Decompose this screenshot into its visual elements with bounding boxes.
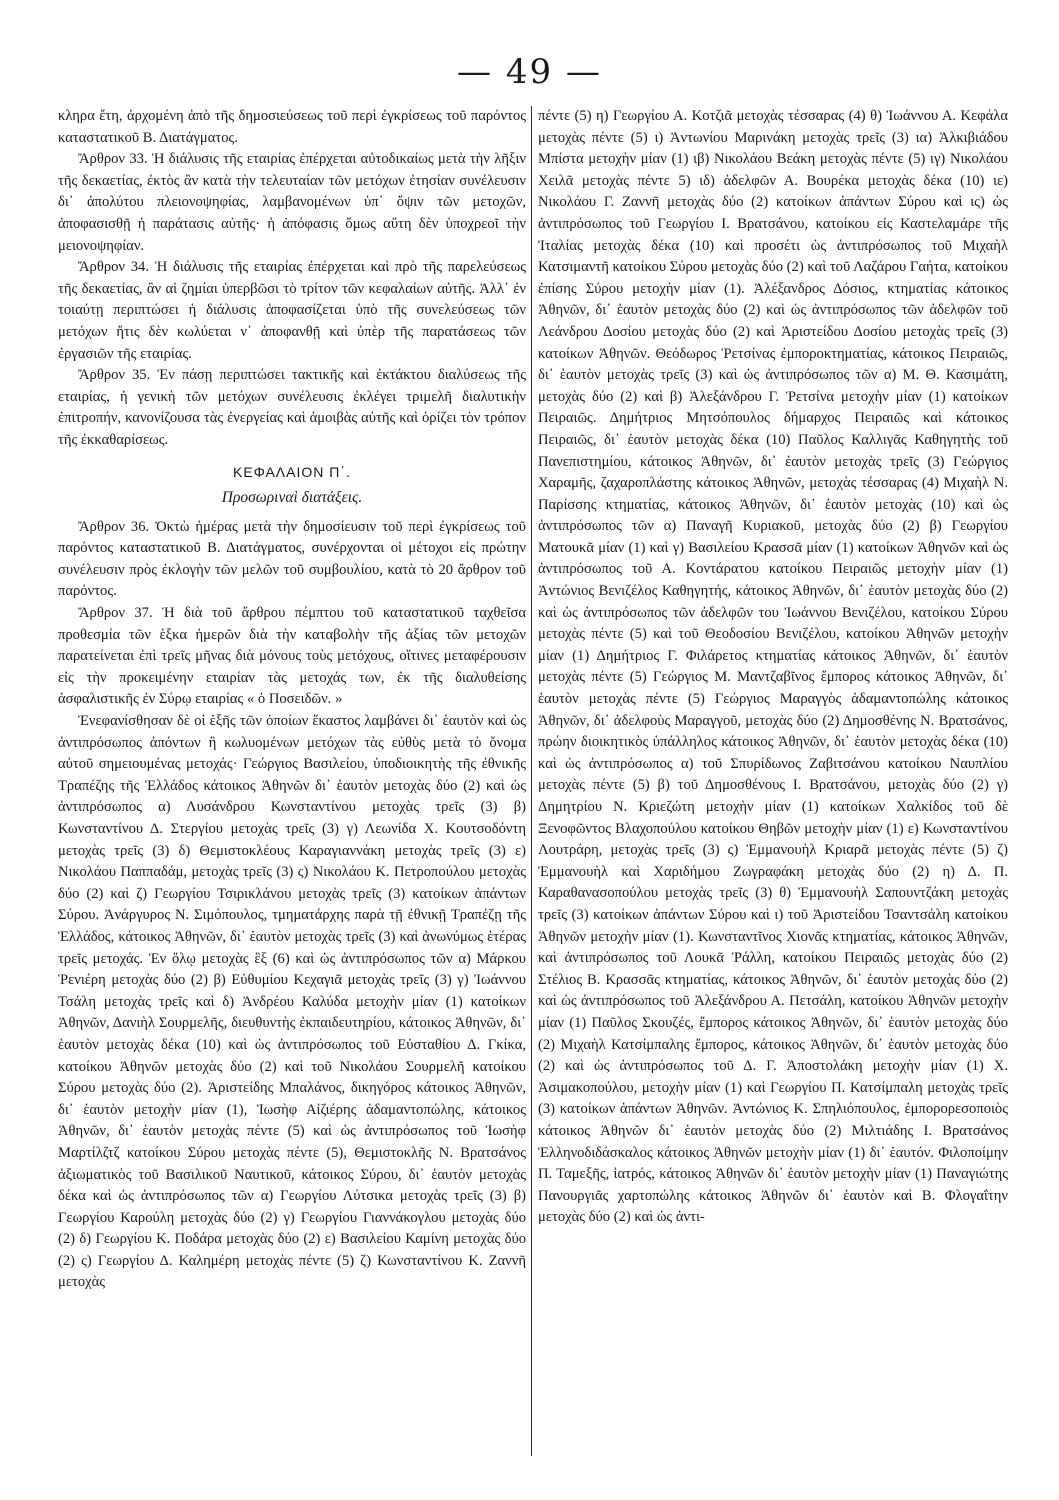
article-37 (58, 603, 526, 711)
article-36 (58, 517, 526, 603)
article-33-text: Ἡ διάλυσις τῆς εταιρίας ἐπέρχεται αὐτοδικαίως μετὰ τὴν λῆξιν τῆς δεκαετίας, ἐκτὸς ἂν κατὰ τὴν τελευταίαν τῶν μετόχων ἐτησίαν συνέλευσιν δι᾽ ἀπολύτου πλειονοψηφίας, λαμβανομένων ὑπ᾽ ὄψιν τῶν μετοχῶν, ἀποφασισθῇ ἡ παράτασις αὐτῆς· ἡ ἀπόφασις ὅμως αὕτη δὲν ὑποχρεοῖ τὴν μειονοψηφίαν. (58, 151, 526, 254)
article-36-text: Ὀκτὼ ἡμέρας μετὰ τὴν δημοσίευσιν τοῦ περὶ ἐγκρίσεως τοῦ παρόντος καταστατικοῦ Β. Διατάγματος, συνέρχονται οἱ μέτοχοι εἰς πρώτην συνέλευσιν πρὸς ἐκλογὴν τῶν μελῶν τοῦ συμβουλίου, κατὰ τὸ 20 ἄρθρον τοῦ παρόντος. (58, 518, 526, 600)
shareholders-list-paragraph: Ἐνεφανίσθησαν δὲ οἱ ἑξῆς τῶν ὁποίων ἕκαστος λαμβάνει δι᾽ ἑαυτὸν καὶ ὡς ἀντιπρόσωπος ἀπόντων ἢ κωλυομένων μετόχων τὰς εὐθὺς μετὰ τὸ ὄνομα αὐτοῦ σημειουμένας μετοχάς· Γεώργιος Βασιλείου, ὑποδιοικητὴς τῆς ἐθνικῆς Τραπέζης τῆς Ἑλλάδος κάτοικος Ἀθηνῶν δι᾽ ἑαυτὸν μετοχὰς δύο (2) καὶ ὡς ἀντιπρόσωπος α) Λυσάνδρου Κωνσταντίνου μετοχὰς τρεῖς (3) β) Κωνσταντίνου Δ. Στεργίου μετοχὰς τρεῖς (3) γ) Λεωνίδα Χ. Κουτσοδόντη μετοχὰς τρεῖς (3) δ) Θεμιστοκλέους Καραγιαννάκη μετοχὰς τρεῖς (3) ε) Νικολάου Παππαδάμ, μετοχὰς τρεῖς (3) ς) Νικολάου Κ. Πετροπούλου μετοχὰς δύο (2) καὶ ζ) Γεωργίου Τσιρικλάνου μετοχὰς τρεῖς (3) κατοίκων ἁπάντων Σύρου. Ἀνάργυρος Ν. Σιμόπουλος, τμηματάρχης παρὰ τῇ ἐθνικῇ Τραπέζῃ τῆς Ἑλλάδος, κάτοικος Ἀθηνῶν, δι᾽ ἑαυτὸν μετοχὰς τρεῖς (3) καὶ ἀνωνύμως ἑτέρας τρεῖς μετοχάς. Ἐν ὅλῳ μετοχὰς ἓξ (6) καὶ ὡς ἀντιπρόσωπος τῶν α) Μάρκου Ῥενιέρη μετοχὰς δύο (2) β) Εὐθυμίου Κεχαγιᾶ μετοχὰς τρεῖς (3) γ) Ἰωάννου Τσάλη μετοχὰς τρεῖς καὶ δ) Ἀνδρέου Καλύδα μετοχὴν μίαν (1) κατοίκων Ἀθηνῶν, Δανιὴλ Σουρμελῆς, διευθυντὴς ἐκπαιδευτηρίου, κάτοικος Ἀθηνῶν, δι᾽ ἑαυτὸν μετοχὰς δέκα (10) καὶ ὡς ἀντιπρόσωπος τοῦ Εὐσταθίου Δ. Γκίκα, κατοίκου Ἀθηνῶν μετοχὰς δύο (2) καὶ τοῦ Νικολάου Σουρμελῆ κατοίκου Σύρου μετοχὰς δύο (2). Ἀριστείδης Μπαλάνος, δικηγόρος κάτοικος Ἀθηνῶν, δι᾽ ἑαυτὸν μετοχὴν μίαν (1), Ἰωσὴφ Αἰζιέρης ἀδαμαντοπώλης, κάτοικος Ἀθηνῶν, δι᾽ ἑαυτὸν μετοχὰς πέντε (5) καὶ ὡς ἀντιπρόσωπος τοῦ Ἰωσὴφ Μαρτίλζτζ κατοίκου Σύρου μετοχὰς πέντε (5), Θεμιστοκλῆς Ν. Βρατσάνος ἀξιωματικὸς τοῦ Βασιλικοῦ Ναυτικοῦ, κάτοικος Σύρου, δι᾽ ἑαυτὸν μετοχὰς δέκα καὶ ὡς ἀντιπρόσωπος τῶν α) Γεωργίου Λύτσικα μετοχὰς τρεῖς (3) β) Γεωργίου Καρούλη μετοχὰς δύο (2) γ) Γεωργίου Γιαννάκογλου μετοχὰς δύο (2) δ) Γεωργίου Κ. Ποδάρα μετοχὰς δύο (2) ε) Βασιλείου Καμίνη μετοχὰς δύο (2) ς) Γεωργίου Δ. Καλημέρη μετοχὰς πέντε (5) ζ) Κωνσταντίνου Κ. Ζαννῆ μετοχὰς (58, 713, 526, 1291)
column-divider (531, 106, 532, 1456)
paragraph-continuation: κληρα ἔτη, ἀρχομένη ἀπὸ τῆς δημοσιεύσεως τοῦ περὶ ἐγκρίσεως τοῦ παρόντος καταστατικοῦ Β. Διατάγματος. (58, 108, 526, 146)
article-36-label: Ἄρθρον 36. (78, 518, 150, 535)
article-34-label: Ἄρθρον 34. (78, 259, 149, 276)
article-37-label: Ἄρθρον 37. (78, 605, 153, 622)
chapter-subheading: Προσωριναὶ διατάξεις. (221, 489, 363, 507)
article-35-text: Ἐν πάσῃ περιπτώσει τακτικῆς καὶ ἐκτάκτου διαλύσεως τῆς εταιρίας, ἡ γενικὴ τῶν μετόχων συνέλευσις ἐκλέγει τριμελῆ διαλυτικὴν ἐπιτροπήν, κανονίζουσα τὰς ἐνεργείας καὶ ἀμοιβὰς αὐτῆς καὶ ὁρίζει τὸν τρόπον τῆς ἐκκαθαρίσεως. (58, 367, 526, 448)
chapter-heading: ΚΕΦΑΛΑΙΟΝ Π΄. (233, 463, 351, 480)
left-column (58, 106, 526, 1466)
article-37-text: Ἡ διὰ τοῦ ἄρθρου πέμπτου τοῦ καταστατικοῦ ταχθεῖσα προθεσμία τῶν ἑξκα ἡμερῶν διὰ τὴν καταβολὴν τῆς ἀξίας τῶν μετοχῶν παρατείνεται ἐπὶ τρεῖς μῆνας διὰ μόνους τοὺς μετόχους, οἵτινες μεταφέρουσιν εἰς τὴν προκειμένην εταιρίαν τὰς μετοχάς των, ἐκ τῆς διαλυθείσης ἀσφαλιστικῆς ἐν Σύρῳ εταιρίας « ὁ Ποσειδῶν. » (58, 605, 526, 708)
right-column (538, 106, 1008, 1466)
article-34-text: Ἡ διάλυσις τῆς εταιρίας ἐπέρχεται καὶ πρὸ τῆς παρελεύσεως τῆς δεκαετίας, ἂν αἱ ζημίαι ὑπερβῶσι τὸ τρίτον τῶν κεφαλαίων αὐτῆς. Ἀλλ᾽ ἐν τοιαύτῃ περιπτώσει ἡ διάλυσις ἀποφασίζεται ὑπὸ τῆς συνελεύσεως τῶν μετόχων ἥτις δὲν κωλύεται ν᾽ ἀποφανθῇ καὶ ὑπὲρ τῆς παρατάσεως τῶν ἐργασιῶν τῆς εταιρίας. (58, 259, 526, 362)
article-35-label: Ἄρθρον 35. (78, 367, 151, 384)
article-33 (58, 149, 526, 257)
article-33-label: Ἄρθρον 33. (78, 151, 148, 168)
shareholders-list-continuation: πέντε (5) η) Γεωργίου Α. Κοτζιᾶ μετοχὰς τέσσαρας (4) θ) Ἰωάννου Α. Κεφάλα μετοχὰς πέντε (5) ι) Ἀντωνίου Μαρινάκη μετοχὰς τρεῖς (3) ια) Ἀλκιβιάδου Μπίστα μετοχὴν μίαν (1) ιβ) Νικολάου Βεάκη μετοχὰς πέντε (5) ιγ) Νικολάου Χειλᾶ μετοχὰς πέντε 5) ιδ) ἀδελφῶν Α. Βουρέκα μετοχὰς δέκα (10) ιε) Νικολάου Γ. Ζαννῆ μετοχὰς δύο (2) κατοίκων ἁπάντων Σύρου καὶ ις) ὡς ἀντιπρόσωπος τοῦ Γεωργίου Ι. Βρατσάνου, κατοίκου εἰς Καστελαμάρε τῆς Ἰταλίας μετοχὰς δέκα (10) καὶ προσέτι ὡς ἀντιπρόσωπος τοῦ Μιχαὴλ Κατσιμαντῆ κατοίκου Σύρου μετοχὰς δύο (2) καὶ τοῦ Λαζάρου Γαήτα, κατοίκου ἐπίσης Σύρου μετοχὴν μίαν (1). Ἀλέξανδρος Δόσιος, κτηματίας κάτοικος Ἀθηνῶν, δι᾽ ἑαυτὸν μετοχὰς δύο (2) καὶ ὡς ἀντιπρόσωπος τῶν ἀδελφῶν τοῦ Λεάνδρου Δοσίου μετοχὰς δύο (2) καὶ Ἀριστείδου Δοσίου μετοχὰς τρεῖς (3) κατοίκων Ἀθηνῶν. Θεόδωρος Ῥετσίνας ἐμποροκτηματίας, κάτοικος Πειραιῶς, δι᾽ ἑαυτὸν μετοχὰς τρεῖς (3) καὶ ὡς ἀντιπρόσωπος τῶν α) Μ. Θ. Κασιμάτη, μετοχὰς δύο (2) καὶ β) Ἀλεξάνδρου Γ. Ῥετσίνα μετοχὴν μίαν (1) κατοίκων Πειραιῶς. Δημήτριος Μητσόπουλος δήμαρχος Πειραιῶς καὶ κάτοικος Πειραιῶς, δι᾽ ἑαυτὸν μετοχὰς δέκα (10) Παῦλος Καλλιγᾶς Καθηγητὴς τοῦ Πανεπιστημίου, κάτοικος Ἀθηνῶν, δι᾽ ἑαυτὸν μετοχὰς τρεῖς (3) Γεώργιος Χαραμῆς, ζαχαροπλάστης κάτοικος Ἀθηνῶν, μετοχὰς τέσσαρας (4) Μιχαὴλ Ν. Παρίσσης κτηματίας, κάτοικος Ἀθηνῶν, δι᾽ ἑαυτὸν μετοχὰς (10) καὶ ὡς ἀντιπρόσωπος τῶν α) Παναγῆ Κυριακοῦ, μετοχὰς δύο (2) β) Γεωργίου Ματουκᾶ μίαν (1) καὶ γ) Βασιλείου Κρασσᾶ μίαν (1) κατοίκων Ἀθηνῶν καὶ ὡς ἀντιπρόσωπος τοῦ Α. Κοντάρατου κατοίκου Πειραιῶς μετοχὴν μίαν (1) Ἀντώνιος Βενιζέλος Καθηγητής, κάτοικος Ἀθηνῶν, δι᾽ ἑαυτὸν μετοχὰς δύο (2) καὶ ὡς ἀντιπρόσωπος τῶν ἀδελφῶν του Ἰωάννου Βενιζέλου, κατοίκου Σύρου μετοχὰς πέντε (5) καὶ τοῦ Θεοδοσίου Βενιζέλου, κατοίκου Ἀθηνῶν μετοχὴν μίαν (1) Δημήτριος Γ. Φιλάρετος κτηματίας κάτοικος Ἀθηνῶν, δι᾽ ἑαυτὸν μετοχὰς πέντε (5) Γεώργιος Μ. Μαντζαβῖνος ἔμπορος κάτοικος Ἀθηνῶν, δι᾽ ἑαυτὸν μετοχὰς πέντε (5) Γεώργιος Μαραγγὸς ἀδαμαντοπώλης κάτοικος Ἀθηνῶν, δι᾽ ἀδελφοὺς Μαραγγοῦ, μετοχὰς δύο (2) Δημοσθένης Ν. Βρατσάνος, πρώην διοικητικὸς ὑπάλληλος κάτοικος Ἀθηνῶν, δι᾽ ἑαυτὸν μετοχὰς δέκα (10) καὶ ὡς ἀντιπρόσωπος α) τοῦ Σπυρίδωνος Ζαβιτσάνου κατοίκου Ναυπλίου μετοχὰς πέντε (5) β) τοῦ Δημοσθένους Ι. Βρατσάνου, μετοχὰς δύο (2) γ) Δημητρίου Ν. Κριεζώτη μετοχὴν μίαν (1) κατοίκων Χαλκίδος τοῦ δὲ Ξενοφῶντος Βλαχοπούλου κατοίκου Θηβῶν μετοχὴν μίαν (1) ε) Κωνσταντίνου Λουτράρη, μετοχὰς τρεῖς (3) ς) Ἐμμανουὴλ Κριαρᾶ μετοχὰς πέντε (5) ζ) Ἐμμανουὴλ καὶ Χαριδήμου Ζωγραφάκη μετοχὰς δύο (2) η) Δ. Π. Καραθανασοπούλου μετοχὰς τρεῖς (3) θ) Ἐμμανουὴλ Σαπουντζάκη μετοχὰς τρεῖς (3) κατοίκων ἁπάντων Σύρου καὶ ι) τοῦ Ἀριστείδου Τσαντσάλη κατοίκου Ἀθηνῶν μετοχὴν μίαν (1). Κωνσταντῖνος Χιονᾶς κτηματίας, κάτοικος Ἀθηνῶν, καὶ ἀντιπρόσωπος τοῦ Λουκᾶ Ῥάλλη, κατοίκου Πειραιῶς μετοχὰς δύο (2) Στέλιος Β. Κρασσᾶς κτηματίας, κάτοικος Ἀθηνῶν, δι᾽ ἑαυτὸν μετοχὰς δύο (2) καὶ ὡς ἀντιπρόσωπος τοῦ Ἀλεξάνδρου Α. Πετσάλη, κατοίκου Ἀθηνῶν μετοχὴν μίαν (1) Παῦλος Σκουζές, ἔμπορος κάτοικος Ἀθηνῶν, δι᾽ ἑαυτὸν μετοχὰς δύο (2) Μιχαὴλ Κατσίμπαλης ἔμπορος, κάτοικος Ἀθηνῶν, δι᾽ ἑαυτὸν μετοχὰς δύο (2) καὶ ὡς ἀντιπρόσωπος τοῦ Δ. Γ. Ἀποστολάκη μετοχὴν μίαν (1) Χ. Ἀσιμακοπούλου, μετοχὴν μίαν (1) καὶ Γεωργίου Π. Κατσίμπαλη μετοχὰς τρεῖς (3) κατοίκων ἁπάντων Ἀθηνῶν. Ἀντώνιος Κ. Σπηλιόπουλος, ἐμπορορεσοποιὸς κάτοικος Ἀθηνῶν δι᾽ ἑαυτὸν μετοχὰς δύο (2) Μιλτιάδης Ι. Βρατσάνος Ἑλληνοδιδάσκαλος κάτοικος Ἀθηνῶν μετοχὴν μίαν (1) δι᾽ ἑαυτόν. Φιλοποίμην Π. Ταμεξῆς, ἰατρός, κάτοικος Ἀθηνῶν δι᾽ ἑαυτὸν μετοχὴν μίαν (1) Παναγιώτης Πανουργιᾶς χαρτοπώλης κάτοικος Ἀθηνῶν δι᾽ ἑαυτὸν καὶ Β. Φλογαΐτην μετοχὰς δύο (2) καὶ ὡς ἀντι- (538, 108, 1008, 1226)
article-35 (58, 365, 526, 451)
article-34 (58, 257, 526, 365)
page-number: — 49 — (457, 52, 602, 92)
